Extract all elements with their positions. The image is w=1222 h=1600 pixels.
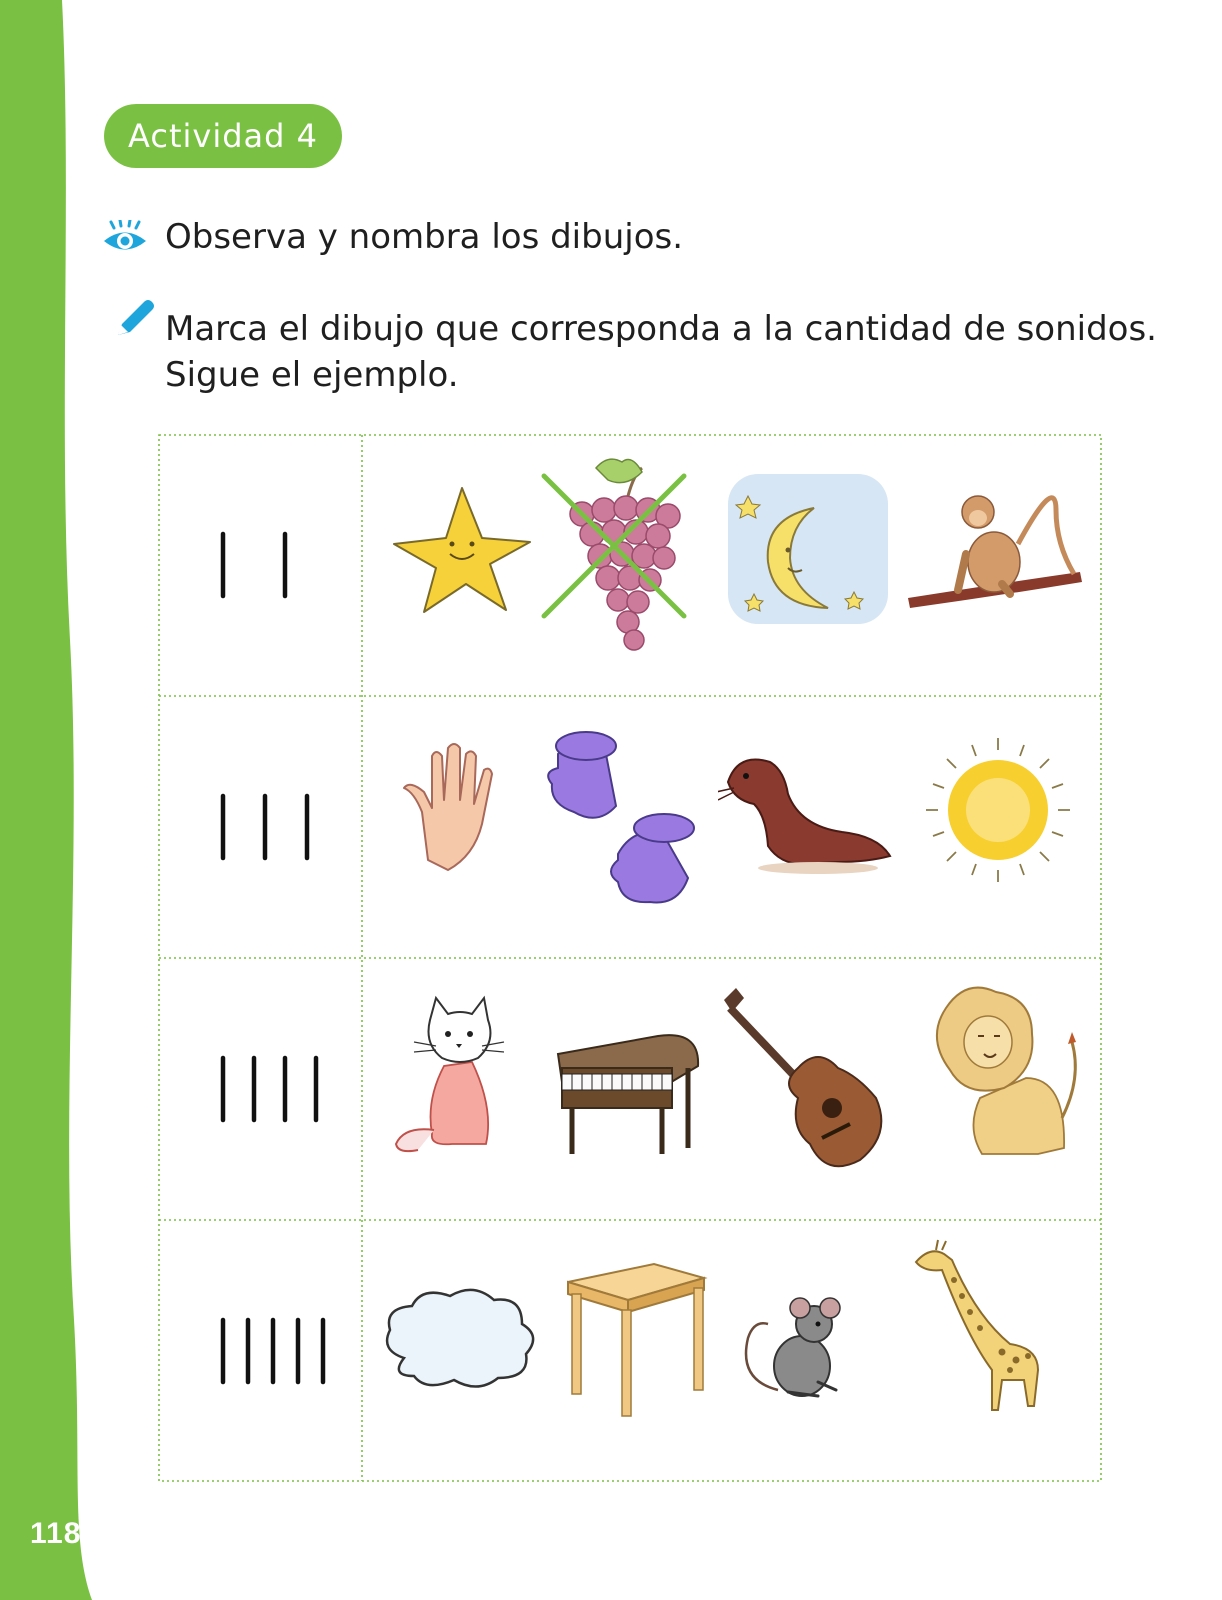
giraffe-icon — [906, 1220, 1090, 1482]
sound-count-cell — [158, 696, 362, 958]
instruction-mark — [165, 306, 1157, 398]
sound-count-cell — [158, 434, 362, 696]
mouse-icon — [718, 1220, 902, 1482]
sound-count-cell — [158, 958, 362, 1220]
picture-option[interactable] — [538, 958, 722, 1220]
piano-icon — [538, 958, 722, 1220]
instruction-observe-text: Observa y nombra los dibujos. — [165, 217, 684, 257]
cloud-icon — [374, 1220, 558, 1482]
picture-option[interactable] — [906, 434, 1090, 696]
cat-icon — [374, 958, 558, 1220]
picture-option[interactable] — [718, 434, 902, 696]
picture-option[interactable] — [538, 434, 722, 696]
guitar-icon — [718, 958, 902, 1220]
eye-icon — [100, 220, 150, 256]
monkey-icon — [906, 434, 1090, 696]
instruction-mark-line-1: Marca el dibujo que corresponda a la cantidad de sonidos. — [165, 309, 1157, 349]
activity-title-badge: Actividad 4 — [104, 104, 342, 168]
tally-marks-6 — [185, 1316, 335, 1386]
page-number: 118 — [30, 1517, 82, 1550]
moon-icon — [718, 434, 902, 696]
exercise-row-4 — [158, 1220, 1102, 1482]
sound-count-cell — [158, 1220, 362, 1482]
picture-option[interactable] — [718, 696, 902, 958]
instruction-observe — [165, 214, 683, 260]
picture-option[interactable] — [374, 1220, 558, 1482]
otter-icon — [718, 696, 902, 958]
tally-marks-5 — [185, 1054, 335, 1124]
star-icon — [374, 434, 558, 696]
picture-option[interactable] — [374, 696, 558, 958]
picture-option[interactable] — [906, 958, 1090, 1220]
pencil-icon — [114, 294, 158, 338]
exercise-grid — [158, 434, 1102, 1482]
sun-icon — [906, 696, 1090, 958]
picture-option[interactable] — [374, 958, 558, 1220]
picture-option[interactable] — [906, 1220, 1090, 1482]
picture-option[interactable] — [538, 1220, 722, 1482]
example-cross-mark-icon — [538, 434, 722, 696]
table-icon — [538, 1220, 722, 1482]
page-side-band — [0, 0, 110, 1600]
mittens-icon — [538, 696, 722, 958]
instruction-mark-line-2: Sigue el ejemplo. — [165, 355, 459, 395]
exercise-row-2 — [158, 696, 1102, 958]
picture-option[interactable] — [374, 434, 558, 696]
lion-icon — [906, 958, 1090, 1220]
exercise-row-1 — [158, 434, 1102, 696]
hand-icon — [374, 696, 558, 958]
tally-marks-3 — [185, 530, 335, 600]
picture-option[interactable] — [906, 696, 1090, 958]
tally-marks-4 — [185, 792, 335, 862]
picture-option[interactable] — [718, 1220, 902, 1482]
picture-option[interactable] — [718, 958, 902, 1220]
picture-option[interactable] — [538, 696, 722, 958]
exercise-row-3 — [158, 958, 1102, 1220]
